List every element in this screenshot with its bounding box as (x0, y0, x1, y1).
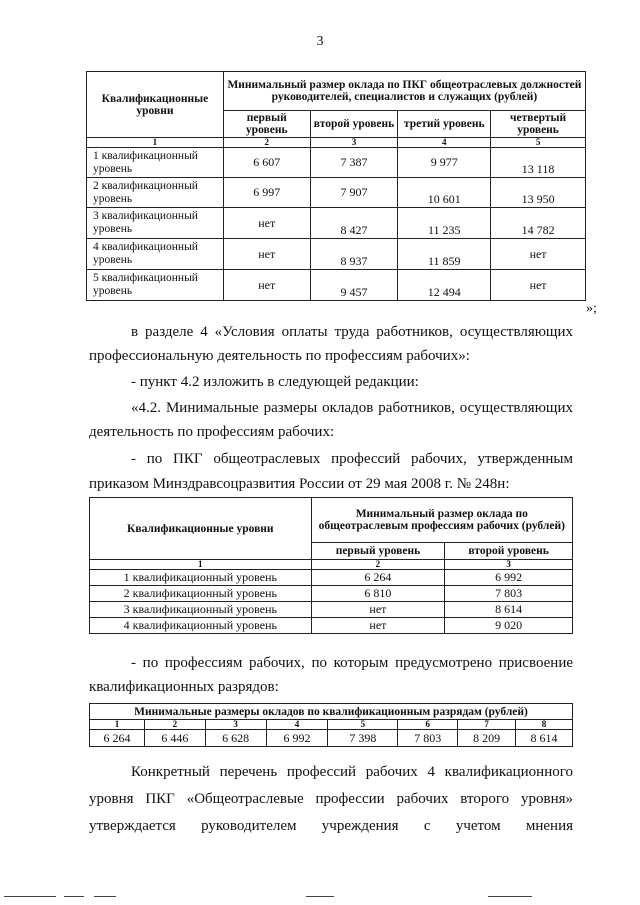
paragraph-line: в разделе 4 «Условия оплаты труда работников, осуществляющих (131, 324, 573, 340)
table1-value-cell: нет (223, 208, 310, 239)
table1-subheader: второй уровень (310, 111, 398, 138)
table2-level-cell: 4 квалификационный уровень (90, 618, 312, 634)
scan-artifact-line (4, 896, 56, 897)
table2-level-cell: 3 квалификационный уровень (90, 602, 312, 618)
table-row (87, 270, 586, 301)
table3-value-cell: 8 209 (458, 730, 516, 747)
table1-header-span: Минимальный размер оклада по ПКГ общеотраслевых должностей руководителей, специалистов и служащих (рублей) (223, 72, 585, 111)
table1-value-cell: нет (491, 239, 586, 270)
table-qualification-grades-salaries (89, 703, 573, 747)
table1-colnum: 3 (310, 138, 398, 148)
table1-value-cell: 13 950 (491, 178, 586, 208)
table1-value-cell: нет (223, 270, 310, 301)
table2-value-cell: 9 020 (445, 618, 573, 634)
paragraph-line: деятельность по профессиям рабочих: (89, 424, 335, 440)
table2-value-cell: 8 614 (445, 602, 573, 618)
table1-colnum: 2 (223, 138, 310, 148)
table3-colnum: 5 (328, 720, 398, 730)
table3-value-cell: 7 398 (328, 730, 398, 747)
table2-level-cell: 2 квалификационный уровень (90, 586, 312, 602)
table1-value-cell: 11 859 (398, 239, 491, 270)
table-row (90, 602, 573, 618)
table2-colnum: 1 (90, 560, 312, 570)
table-row (87, 178, 586, 208)
table1-value-cell: 9 977 (398, 148, 491, 178)
table1-value-cell: 9 457 (310, 270, 398, 301)
table1-value-cell: 8 937 (310, 239, 398, 270)
table1-value-cell: 10 601 (398, 178, 491, 208)
paragraph-line: уровня ПКГ «Общеотраслевые профессии рабочих второго уровня» (89, 791, 573, 807)
table1-subheader: третий уровень (398, 111, 491, 138)
table-worker-professions-salaries (89, 497, 573, 634)
table2-value-cell: нет (311, 602, 445, 618)
table1-value-cell: 6 997 (223, 178, 310, 208)
table3-colnum: 6 (398, 720, 458, 730)
table2-value-cell: 6 264 (311, 570, 445, 586)
table2-subheader: второй уровень (445, 543, 573, 560)
paragraph-line: приказом Минздравсоцразвития России от 29 мая 2008 г. № 248н: (89, 476, 510, 492)
table1-value-cell: нет (491, 270, 586, 301)
table1-subheader: четвертый уровень (491, 111, 586, 138)
table1-value-cell: 7 907 (310, 178, 398, 208)
table3-value-cell: 7 803 (398, 730, 458, 747)
table2-subheader: первый уровень (311, 543, 445, 560)
paragraph-line: «4.2. Минимальные размеры окладов работников, осуществляющих (131, 400, 573, 416)
table1-value-cell: 8 427 (310, 208, 398, 239)
table3-colnum: 3 (205, 720, 266, 730)
scan-artifact-line (64, 896, 84, 897)
paragraph-line: - пункт 4.2 изложить в следующей редакции: (131, 374, 419, 390)
table1-level-cell: 4 квалификационный уровень (87, 239, 224, 270)
table-row (87, 208, 586, 239)
paragraph-line: утверждается руководителем учреждения с учетом мнения (89, 818, 573, 834)
table1-value-cell: нет (223, 239, 310, 270)
table1-level-cell: 5 квалификационный уровень (87, 270, 224, 301)
page-number: 3 (316, 34, 324, 49)
table1-value-cell: 14 782 (491, 208, 586, 239)
table1-value-cell: 7 387 (310, 148, 398, 178)
table2-value-cell: 6 810 (311, 586, 445, 602)
table1-header-level: Квалификационные уровни (87, 72, 224, 138)
table1-value-cell: 11 235 (398, 208, 491, 239)
table1-colnum: 5 (491, 138, 586, 148)
table1-value-cell: 12 494 (398, 270, 491, 301)
table-row (87, 239, 586, 270)
table3-value-cell: 6 446 (144, 730, 205, 747)
table1-level-cell: 2 квалификационный уровень (87, 178, 224, 208)
table-general-staff-salaries (86, 71, 586, 301)
table3-colnum: 7 (458, 720, 516, 730)
table-row (90, 586, 573, 602)
paragraph-line: - по ПКГ общеотраслевых профессий рабочих, утвержденным (131, 451, 573, 467)
table3-value-cell: 6 264 (90, 730, 145, 747)
table2-value-cell: 6 992 (445, 570, 573, 586)
paragraph-line: - по профессиям рабочих, по которым предусмотрено присвоение (131, 655, 573, 671)
table-row (90, 730, 573, 747)
table3-value-cell: 6 992 (266, 730, 328, 747)
table3-header: Минимальные размеры окладов по квалификационным разрядам (рублей) (90, 704, 573, 720)
table3-colnum: 2 (144, 720, 205, 730)
table3-value-cell: 8 614 (516, 730, 573, 747)
table-row (90, 570, 573, 586)
table2-level-cell: 1 квалификационный уровень (90, 570, 312, 586)
table2-header-span: Минимальный размер оклада по общеотраслевым профессиям рабочих (рублей) (311, 498, 572, 543)
table-row (90, 618, 573, 634)
table2-colnum: 2 (311, 560, 445, 570)
table1-closing-quote: »; (586, 301, 597, 316)
table1-colnum: 4 (398, 138, 491, 148)
scan-artifact-line (306, 896, 334, 897)
table3-colnum: 4 (266, 720, 328, 730)
table3-value-cell: 6 628 (205, 730, 266, 747)
table2-value-cell: нет (311, 618, 445, 634)
table1-colnum: 1 (87, 138, 224, 148)
scan-artifact-line (94, 896, 116, 897)
table3-colnum: 1 (90, 720, 145, 730)
table3-colnum: 8 (516, 720, 573, 730)
table2-colnum: 3 (445, 560, 573, 570)
table1-subheader: первый уровень (223, 111, 310, 138)
table2-header-level: Квалификационные уровни (90, 498, 312, 560)
paragraph-line: профессиональную деятельность по профессиям рабочих»: (89, 348, 470, 364)
paragraph-line: Конкретный перечень профессий рабочих 4 квалификационного (131, 764, 573, 780)
table1-level-cell: 3 квалификационный уровень (87, 208, 224, 239)
paragraph-line: квалификационных разрядов: (89, 679, 279, 695)
table1-value-cell: 13 118 (491, 148, 586, 178)
table-row (87, 148, 586, 178)
scan-artifact-line (488, 896, 532, 897)
table2-value-cell: 7 803 (445, 586, 573, 602)
table1-value-cell: 6 607 (223, 148, 310, 178)
table1-level-cell: 1 квалификационный уровень (87, 148, 224, 178)
